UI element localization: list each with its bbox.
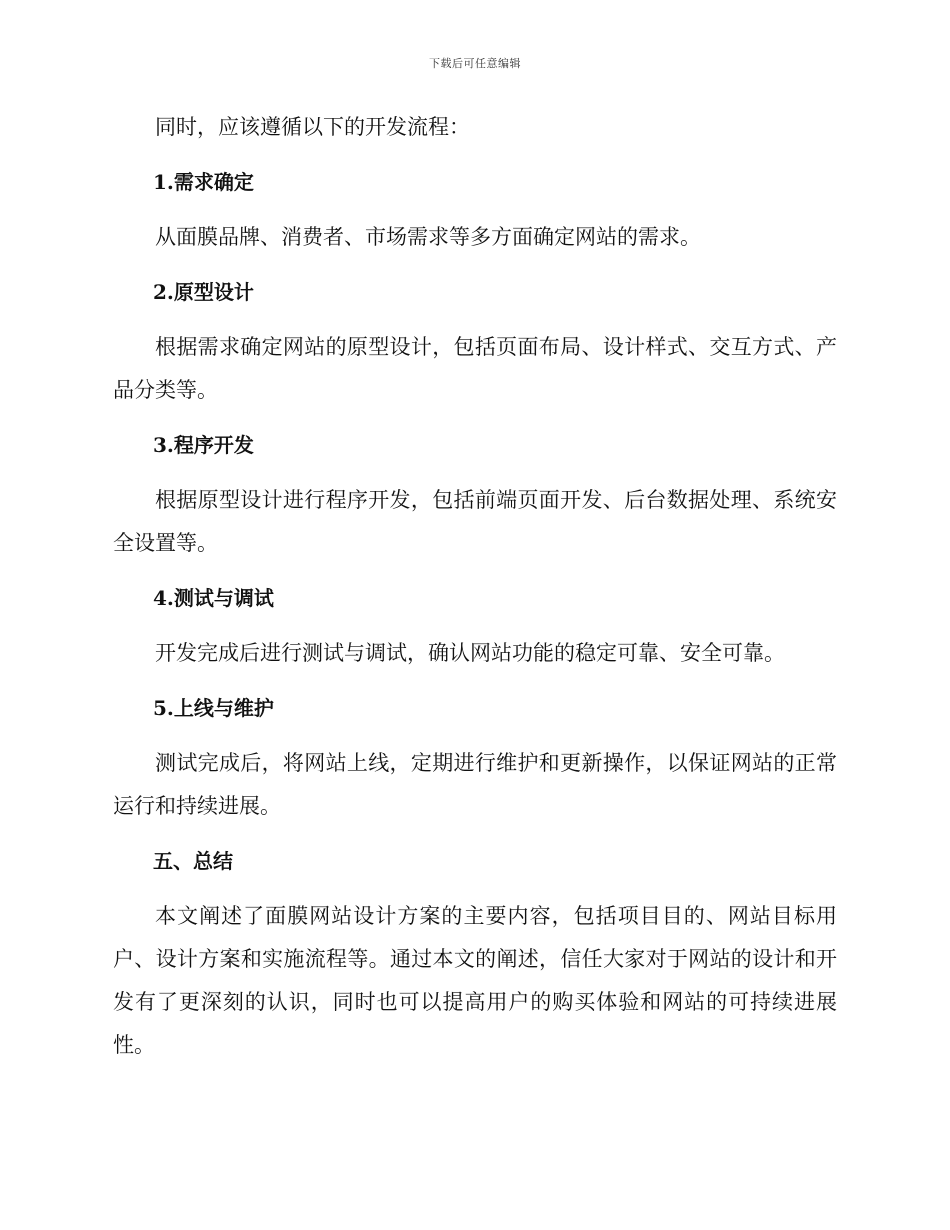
summary-paragraph: 本文阐述了面膜网站设计方案的主要内容，包括项目目的、网站目标用户、设计方案和实施流程等。通过本文的阐述，信任大家对于网站的设计和开发有了更深刻的认识，同时也可以提高用户的购买体验和网站的可持续进展性。 <box>113 904 837 1057</box>
step3-paragraph: 根据原型设计进行程序开发，包括前端页面开发、后台数据处理、系统安全设置等。 <box>113 488 837 555</box>
document-body <box>113 106 837 1079</box>
step5-paragraph: 测试完成后，将网站上线，定期进行维护和更新操作，以保证网站的正常运行和持续进展。 <box>113 751 837 818</box>
step4-paragraph: 开发完成后进行测试与调试，确认网站功能的稳定可靠、安全可靠。 <box>155 641 785 665</box>
step3-heading: 3.程序开发 <box>153 433 254 457</box>
step1-heading: 1.需求确定 <box>153 170 254 194</box>
step1-paragraph: 从面膜品牌、消费者、市场需求等多方面确定网站的需求。 <box>155 225 701 249</box>
step2-heading: 2.原型设计 <box>153 280 254 304</box>
page-header: 下载后可任意编辑 <box>429 57 521 70</box>
summary-heading: 五、总结 <box>153 849 233 873</box>
intro-paragraph: 同时，应该遵循以下的开发流程： <box>155 115 470 139</box>
step2-paragraph: 根据需求确定网站的原型设计，包括页面布局、设计样式、交互方式、产品分类等。 <box>113 335 837 402</box>
step4-heading: 4.测试与调试 <box>153 586 274 610</box>
step5-heading: 5.上线与维护 <box>153 696 274 720</box>
